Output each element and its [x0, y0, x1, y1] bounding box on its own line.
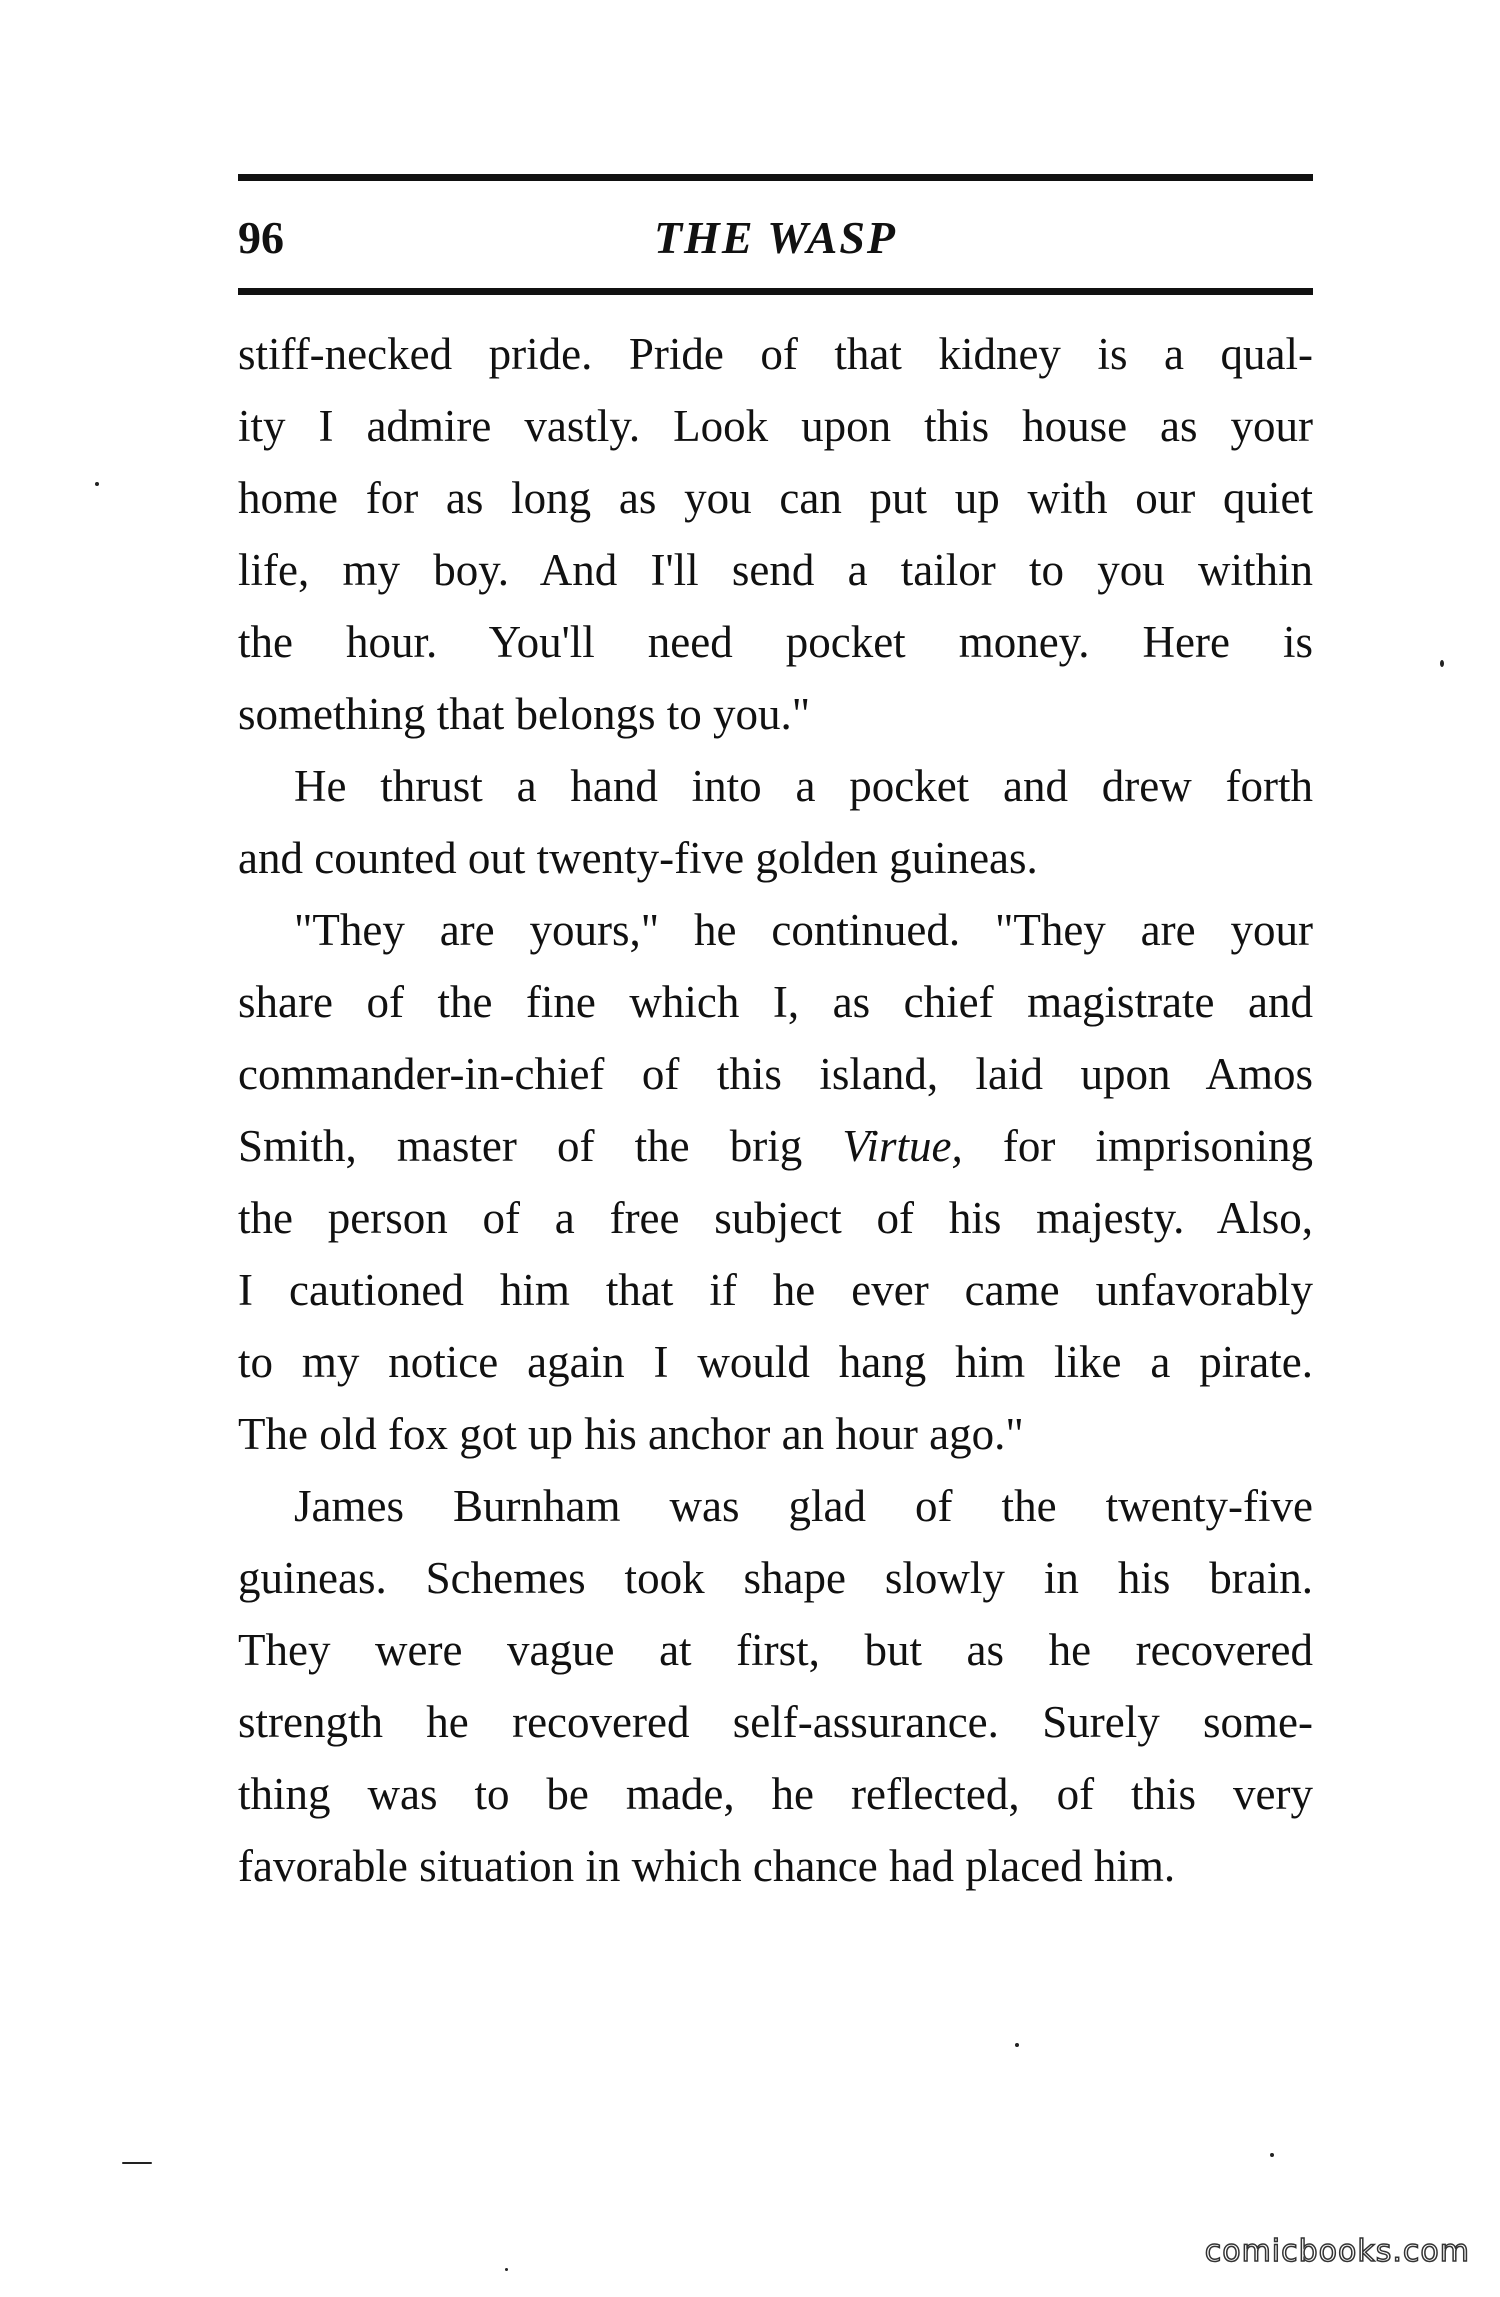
- text-line: to my notice again I would hang him like a pirate.: [238, 1337, 1313, 1387]
- text-line: commander-in-chief of this island, laid upon Amos: [238, 1049, 1313, 1099]
- scan-speck: [95, 482, 99, 486]
- scan-speck: [505, 2268, 508, 2271]
- scan-speck: [1440, 660, 1444, 667]
- scan-speck: [122, 2162, 152, 2164]
- scan-speck: [1015, 2043, 1019, 2047]
- text-segment: Smith, master of the brig: [238, 1121, 803, 1171]
- text-line: They were vague at first, but as he recovered: [238, 1625, 1313, 1675]
- paragraph: [238, 750, 1313, 894]
- text-line: ity I admire vastly. Look upon this house as your: [238, 401, 1313, 451]
- text-line: life, my boy. And I'll send a tailor to you within: [238, 545, 1313, 595]
- text-line: The old fox got up his anchor an hour ago.": [238, 1409, 1024, 1459]
- body-text: [238, 318, 1313, 1902]
- text-line: the person of a free subject of his majesty. Also,: [238, 1193, 1313, 1243]
- text-line-with-italic: [238, 1110, 1313, 1182]
- paragraph: [238, 894, 1313, 1470]
- text-line: the hour. You'll need pocket money. Here is: [238, 617, 1313, 667]
- text-line: James Burnham was glad of the twenty-five: [294, 1481, 1313, 1531]
- text-line: I cautioned him that if he ever came unfavorably: [238, 1265, 1313, 1315]
- ship-name-italic: Virtue,: [842, 1121, 963, 1171]
- text-line: strength he recovered self-assurance. Surely some-: [238, 1697, 1313, 1747]
- text-line: home for as long as you can put up with our quiet: [238, 473, 1313, 523]
- page-header: [238, 208, 1313, 268]
- text-segment: for imprisoning: [1002, 1121, 1314, 1171]
- text-line: stiff-necked pride. Pride of that kidney is a qual-: [238, 329, 1313, 379]
- watermark: comicbooks.com: [1204, 2234, 1470, 2269]
- text-line: thing was to be made, he reflected, of this very: [238, 1769, 1313, 1819]
- text-line: favorable situation in which chance had placed him.: [238, 1841, 1176, 1891]
- text-line: "They are yours," he continued. "They are your: [294, 905, 1313, 955]
- text-line: share of the fine which I, as chief magistrate and: [238, 977, 1313, 1027]
- paragraph: [238, 1470, 1313, 1902]
- running-head: THE WASP: [653, 212, 898, 263]
- scan-speck: [1270, 2153, 1274, 2157]
- header-rule-top: [238, 174, 1313, 181]
- page-number: 96: [238, 212, 284, 263]
- text-line: He thrust a hand into a pocket and drew forth: [294, 761, 1313, 811]
- text-line: guineas. Schemes took shape slowly in his brain.: [238, 1553, 1313, 1603]
- text-line: and counted out twenty-five golden guineas.: [238, 833, 1038, 883]
- text-line: something that belongs to you.": [238, 689, 811, 739]
- paragraph: [238, 318, 1313, 750]
- header-rule-bottom: [238, 288, 1313, 295]
